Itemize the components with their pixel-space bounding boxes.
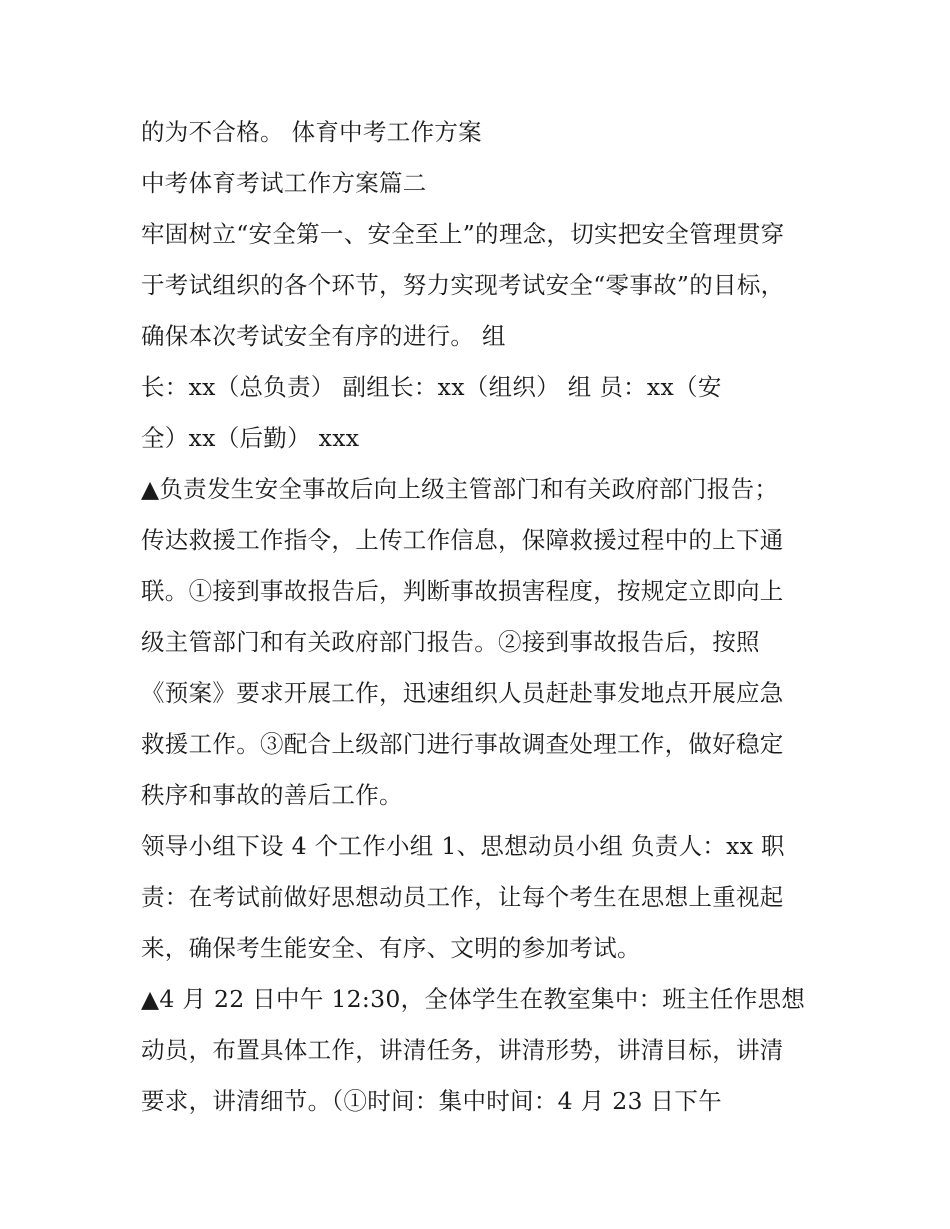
document-body (141, 107, 821, 1127)
text-line: 级主管部门和有关政府部门报告。②接到事故报告后，按照 (141, 628, 760, 656)
text-line: 于考试组织的各个环节，努力实现考试安全“零事故”的目标， (141, 271, 785, 299)
text-line: 长：xx（总负责） 副组长：xx（组织） 组 员：xx（安 (141, 373, 722, 401)
text-line: 救援工作。③配合上级部门进行事故调查处理工作，做好稳定 (141, 730, 784, 758)
text-line: 传达救援工作指令，上传工作信息，保障救援过程中的上下通 (141, 526, 784, 554)
section-heading: 中考体育考试工作方案篇二 (141, 169, 427, 197)
text-line: 《预案》要求开展工作，迅速组织人员赶赴事发地点开展应急 (141, 679, 784, 707)
text-line: 要求，讲清细节。（①时间：集中时间：4 月 23 日下午 (141, 1087, 722, 1115)
text-line: 联。①接到事故报告后，判断事故损害程度，按规定立即向上 (141, 577, 784, 605)
text-line: 全）xx（后勤） xxx (141, 424, 360, 452)
text-line: 领导小组下设 4 个工作小组 1、思想动员小组 负责人：xx 职 (141, 832, 785, 860)
text-line: 动员，布置具体工作，讲清任务，讲清形势，讲清目标，讲清 (141, 1036, 784, 1064)
text-line: ▲4 月 22 日中午 12:30，全体学生在教室集中：班主任作思想 (141, 985, 806, 1013)
text-line: ▲负责发生安全事故后向上级主管部门和有关政府部门报告； (141, 475, 779, 503)
text-line: 牢固树立“安全第一、安全至上”的理念，切实把安全管理贯穿 (141, 220, 785, 248)
text-line: 责：在考试前做好思想动员工作，让每个考生在思想上重视起 (141, 883, 784, 911)
text-line: 确保本次考试安全有序的进行。 组 (141, 322, 506, 350)
text-line: 的为不合格。 体育中考工作方案 (141, 118, 482, 146)
text-line: 秩序和事故的善后工作。 (141, 781, 403, 809)
text-line: 来，确保考生能安全、有序、文明的参加考试。 (141, 934, 641, 962)
